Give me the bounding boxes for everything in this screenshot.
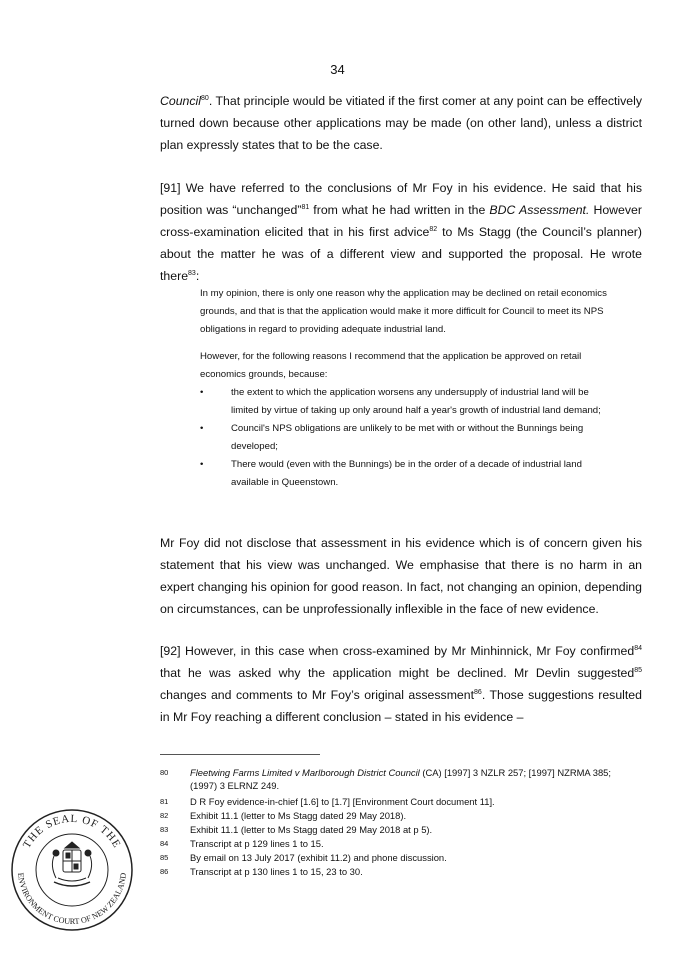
footnote-ref[interactable]: 80 <box>201 94 209 102</box>
footnote-text: Exhibit 11.1 (letter to Ms Stagg dated 29 May 2018 at p 5). <box>190 824 433 835</box>
footnote-text: Transcript at p 130 lines 1 to 15, 23 to 30. <box>190 866 363 877</box>
footnote-86 <box>160 865 630 878</box>
paragraph-text: However cross-examination elicited that in his first advice <box>160 203 642 239</box>
bullet-icon: • <box>200 387 204 398</box>
page-number: 34 <box>330 62 345 77</box>
footnote-ref[interactable]: 85 <box>634 666 642 674</box>
italic-case-name: Council <box>160 94 202 108</box>
list-item <box>200 456 612 492</box>
paragraph-text: [91] We have referred to the conclusions of Mr Foy in his evidence. He said that his position was “unchanged” <box>160 181 642 217</box>
footnote-number: 82 <box>160 811 169 820</box>
paragraph-text: to Ms Stagg (the Council’s planner) about the matter he was of a different view and supported the proposal. He wrote there <box>160 225 642 283</box>
footnote-text: (CA) [1997] 3 NZLR 257; [1997] NZRMA 385; (1997) 3 ELRNZ 249. <box>190 767 612 791</box>
list-item <box>200 384 612 420</box>
list-item-text: There would (even with the Bunnings) be in the order of a decade of industrial land available in Queenstown. <box>231 459 582 488</box>
paragraph-text: [92] However, in this case when cross-examined by Mr Minhinnick, Mr Foy confirmed <box>160 644 635 658</box>
footnote-number: 83 <box>160 825 169 834</box>
footnote-number: 85 <box>160 853 169 862</box>
paragraph-91 <box>160 177 642 287</box>
footnote-80 <box>160 766 630 792</box>
paragraph-92 <box>160 640 642 728</box>
list-item-text: Council's NPS obligations are unlikely to be met with or without the Bunnings being developed; <box>231 423 584 452</box>
seal-top-text: THE SEAL OF THE <box>20 812 124 851</box>
footnote-text: By email on 13 July 2017 (exhibit 11.2) and phone discussion. <box>190 852 447 863</box>
footnote-text: Transcript at p 129 lines 1 to 15. <box>190 838 324 849</box>
footnote-84 <box>160 837 630 850</box>
paragraph-text: changes and comments to Mr Foy’s original assessment <box>160 688 475 702</box>
footnote-ref[interactable]: 82 <box>429 225 438 233</box>
footnote-81 <box>160 795 630 808</box>
bullet-icon: • <box>200 423 204 434</box>
footnote-number: 84 <box>160 839 169 848</box>
paragraph-after-quote: Mr Foy did not disclose that assessment in his evidence which is of concern given his statement that his view was unchanged. We emphasise that there is no harm in an expert changing his opinion for good reason. In fact, not changing an opinion, depending on circumstances, can be unprofessionally inflexible in the face of new evidence. <box>160 536 642 616</box>
footnote-divider <box>160 754 320 755</box>
footnote-number: 80 <box>160 768 169 777</box>
quote-paragraph-2: However, for the following reasons I recommend that the application be approved on retail economics grounds, because: <box>200 351 582 380</box>
list-item-text: the extent to which the application worsens any undersupply of industrial land will be limited by virtue of taking up only around half a year's growth of industrial land demand; <box>231 387 601 416</box>
footnote-ref[interactable]: 86 <box>474 688 482 696</box>
footnote-text: Exhibit 11.1 (letter to Ms Stagg dated 29 May 2018). <box>190 810 407 821</box>
footnote-83 <box>160 823 630 836</box>
paragraph-text: : <box>195 269 200 283</box>
quote-bullet-list <box>200 384 612 492</box>
quote-paragraph-1: In my opinion, there is only one reason why the application may be declined on retail economics grounds, and that is that the application would make it more difficult for Council to meet its NPS obligations in regard to providing adequate industrial land. <box>200 288 607 335</box>
paragraph-text: from what he had written in the <box>309 203 490 217</box>
paragraph-text: . Those suggestions resulted in Mr Foy reaching a different conclusion – stated in his evidence – <box>160 688 642 724</box>
bullet-icon: • <box>200 459 204 470</box>
italic-title: BDC Assessment. <box>489 203 590 217</box>
footnote-ref[interactable]: 83 <box>188 269 196 277</box>
environment-court-seal-icon <box>10 808 134 932</box>
footnote-number: 81 <box>160 797 169 806</box>
coat-of-arms-icon <box>52 842 91 886</box>
footnote-85 <box>160 851 630 864</box>
paragraph-continuation <box>160 90 642 156</box>
footnote-number: 86 <box>160 867 169 876</box>
paragraph-text: that he was asked why the application might be declined. Mr Devlin suggested <box>160 666 635 680</box>
paragraph-text: . That principle would be vitiated if the first comer at any point can be effectively turned down because other applications may be made (on other land), unless a district plan expressly states that to be the case. <box>160 94 642 152</box>
footnote-ref[interactable]: 81 <box>301 203 310 211</box>
footnote-case-name: Fleetwing Farms Limited v Marlborough District Council <box>190 767 420 778</box>
footnote-82 <box>160 809 630 822</box>
seal-bottom-text: ENVIRONMENT COURT OF NEW ZEALAND <box>16 872 128 927</box>
list-item <box>200 420 612 456</box>
footnote-text: D R Foy evidence-in-chief [1.6] to [1.7] [Environment Court document 11]. <box>190 796 495 807</box>
footnote-ref[interactable]: 84 <box>634 644 642 652</box>
